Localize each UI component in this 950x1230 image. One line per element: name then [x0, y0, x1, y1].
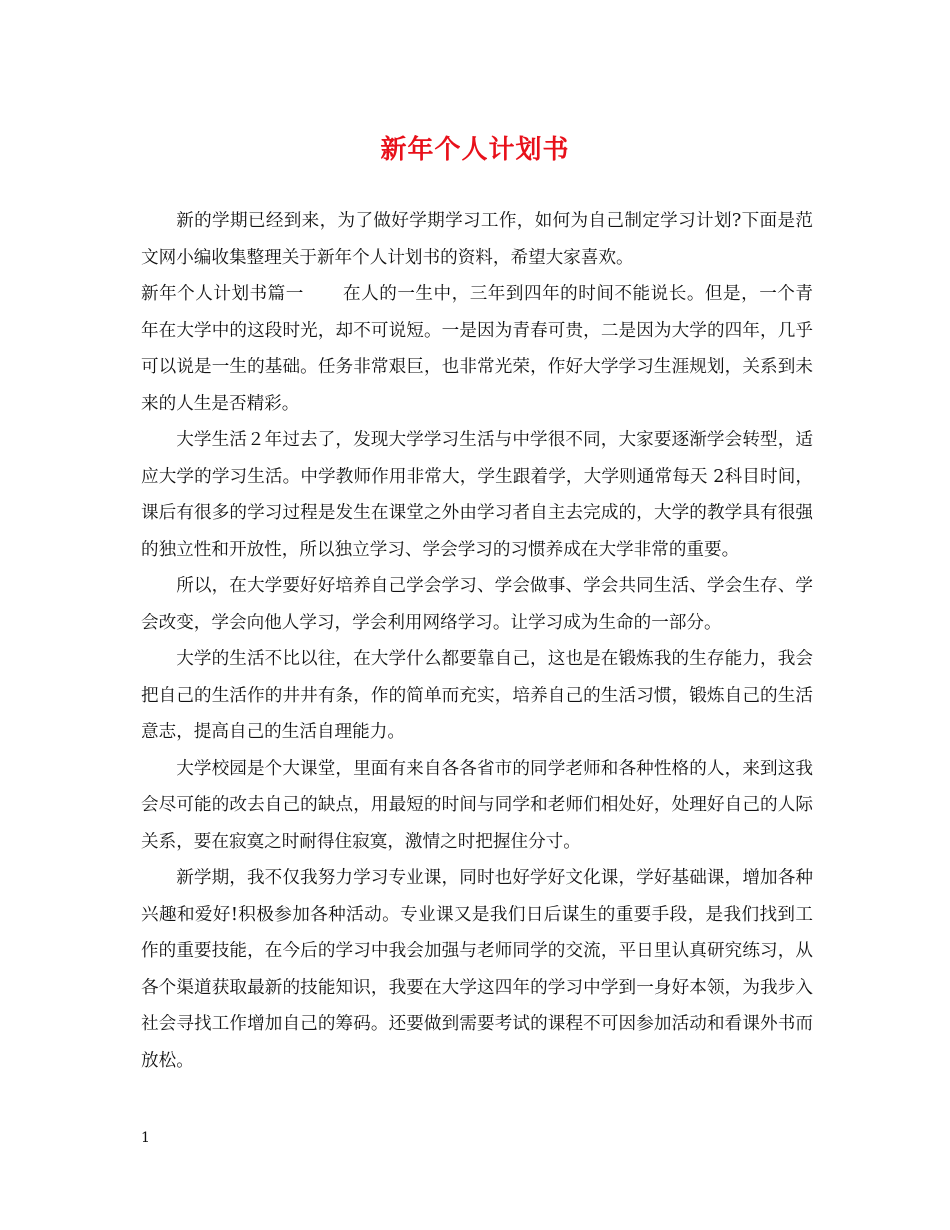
body-paragraph: 大学生活２年过去了，发现大学学习生活与中学很不同，大家要逐渐学会转型，适应大学的学习生活。中学教师作用非常大，学生跟着学，大学则通常每天 2科目时间，课后有很多的学习过程是发生在课堂之外由学习者自主去完成的，大学的教学具有很强的独立性和开放性，所以独立学习、学会学习的习惯养成在大学非常的重要。 — [141, 430, 813, 560]
body-paragraph: 大学的生活不比以往，在大学什么都要靠自己，这也是在锻炼我的生存能力，我会把自己的生活作的井井有条，作的简单而充实，培养自己的生活习惯，锻炼自己的生活意志，提高自己的生活自理能力。 — [141, 649, 813, 742]
section-lead-text: 在人的一生中，三年到四年的时间不能说长。但是，一个青年在大学中的这段时光，却不可说短。一是因为青春可贵，二是因为大学的四年，几乎可以说是一生的基础。任务非常艰巨，也非常光荣，作好大学学习生涯规划，关系到未来的人生是否精彩。 — [141, 284, 813, 414]
section-heading: 新年个人计划书篇一 — [141, 284, 304, 304]
section-paragraph — [141, 276, 813, 422]
document-title: 新年个人计划书 — [380, 135, 570, 165]
page-number: 1 — [141, 1130, 150, 1146]
body-paragraph: 新学期，我不仅我努力学习专业课，同时也好学好文化课，学好基础课，增加各种兴趣和爱好!积极参加各种活动。专业课又是我们日后谋生的重要手段，是我们找到工作的重要技能，在今后的学习中我会加强与老师同学的交流，平日里认真研究练习，从各个渠道获取最新的技能知识，我要在大学这四年的学习中学到一身好本领，为我步入社会寻找工作增加自己的筹码。还要做到需要考试的课程不可因参加活动和看课外书而放松。 — [141, 868, 813, 1071]
document-body — [141, 203, 813, 1079]
body-paragraph: 所以，在大学要好好培养自己学会学习、学会做事、学会共同生活、学会生存、学会改变，学会向他人学习，学会利用网络学习。让学习成为生命的一部分。 — [141, 576, 813, 633]
intro-paragraph: 新的学期已经到来，为了做好学期学习工作，如何为自己制定学习计划?下面是范文网小编收集整理关于新年个人计划书的资料，希望大家喜欢。 — [141, 211, 813, 268]
body-paragraph: 大学校园是个大课堂，里面有来自各各省市的同学老师和各种性格的人，来到这我会尽可能的改去自己的缺点，用最短的时间与同学和老师们相处好，处理好自己的人际关系，要在寂寞之时耐得住寂寞，激情之时把握住分寸。 — [141, 758, 813, 852]
